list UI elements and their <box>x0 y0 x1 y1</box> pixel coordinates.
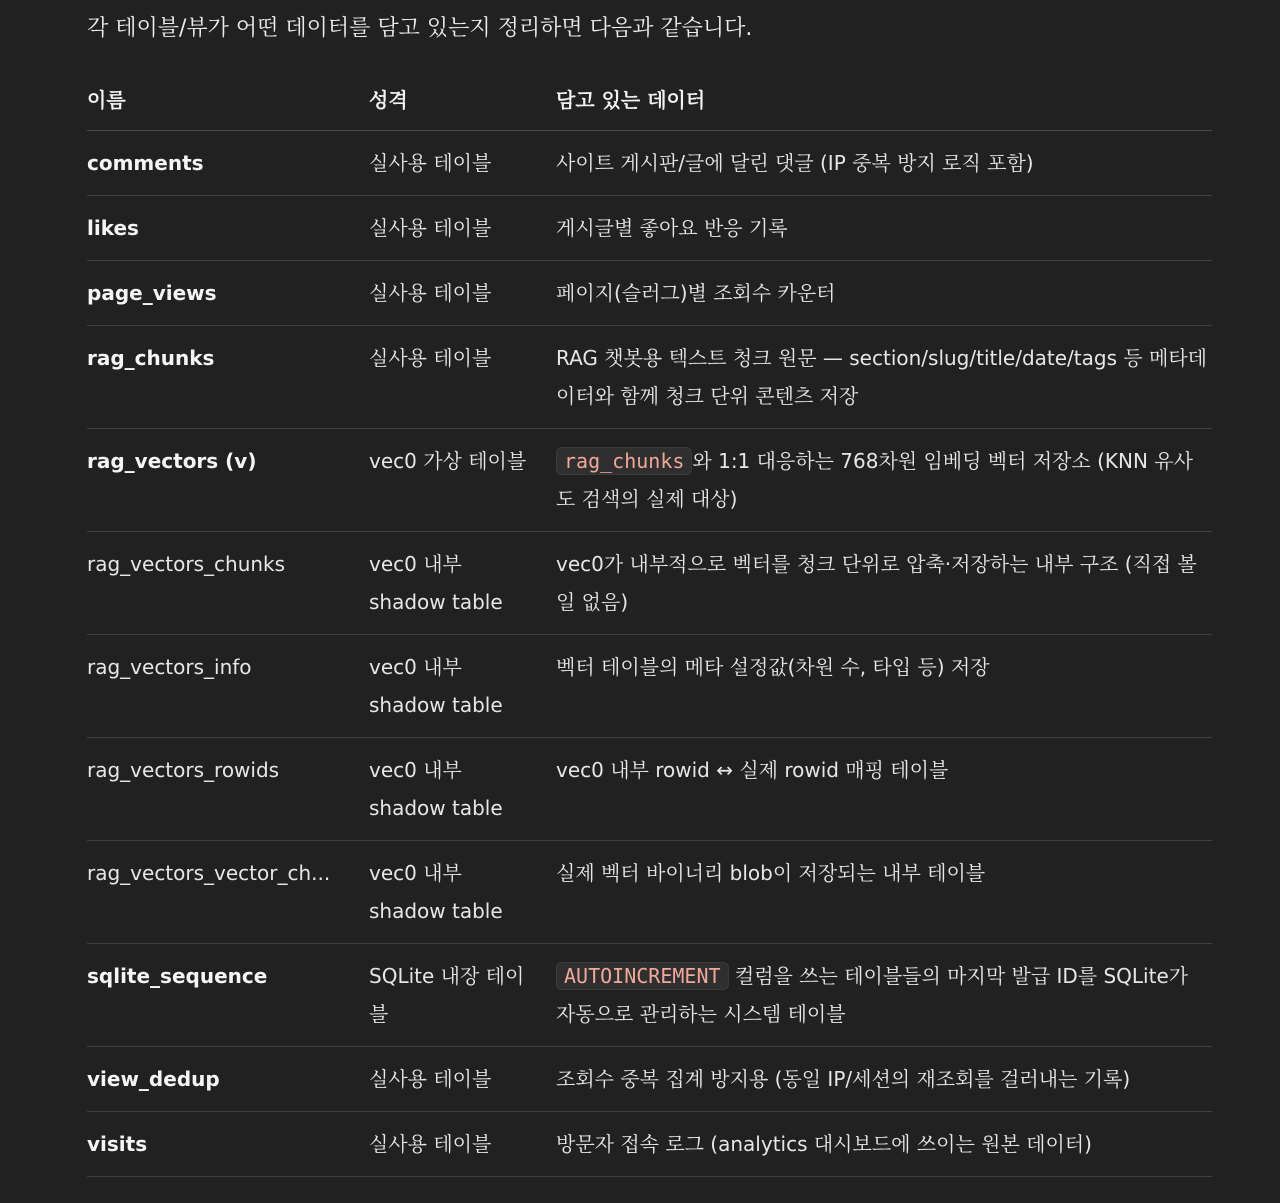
description-text: 실제 벡터 바이너리 blob이 저장되는 내부 테이블 <box>556 861 986 885</box>
description-text: 벡터 테이블의 메타 설정값(차원 수, 타입 등) 저장 <box>556 655 990 679</box>
table-description-cell <box>556 944 1212 1047</box>
table-name-cell: rag_vectors_rowids <box>87 738 369 841</box>
inline-code: rag_chunks <box>556 447 692 475</box>
table-name-cell: rag_vectors (v) <box>87 429 369 532</box>
table-row <box>87 635 1212 738</box>
table-description-cell <box>556 326 1212 429</box>
table-row <box>87 196 1212 261</box>
table-name-cell: rag_vectors_chunks <box>87 532 369 635</box>
table-name-cell: view_dedup <box>87 1047 369 1112</box>
table-name-cell: rag_chunks <box>87 326 369 429</box>
table-description-cell <box>556 429 1212 532</box>
table-name-cell: page_views <box>87 261 369 326</box>
description-text: 방문자 접속 로그 (analytics 대시보드에 쓰이는 원본 데이터) <box>556 1132 1092 1156</box>
table-kind-cell: 실사용 테이블 <box>369 131 556 196</box>
table-name-cell: sqlite_sequence <box>87 944 369 1047</box>
table-description-cell <box>556 635 1212 738</box>
table-row <box>87 532 1212 635</box>
table-kind-cell: vec0 가상 테이블 <box>369 429 556 532</box>
table-header-row <box>87 82 1212 131</box>
table-name-cell: likes <box>87 196 369 261</box>
table-kind-cell: 실사용 테이블 <box>369 1047 556 1112</box>
table-name-cell: rag_vectors_vector_ch... <box>87 841 369 944</box>
table-row <box>87 429 1212 532</box>
column-header-name: 이름 <box>87 82 369 131</box>
table-description-cell <box>556 841 1212 944</box>
table-row <box>87 738 1212 841</box>
document-content <box>87 0 1212 1177</box>
table-description-cell <box>556 131 1212 196</box>
table-row <box>87 944 1212 1047</box>
table-description-cell <box>556 196 1212 261</box>
column-header-kind: 성격 <box>369 82 556 131</box>
table-description-cell <box>556 532 1212 635</box>
table-row <box>87 326 1212 429</box>
table-kind-cell: SQLite 내장 테이블 <box>369 944 556 1047</box>
description-text: vec0 내부 rowid ↔ 실제 rowid 매핑 테이블 <box>556 758 949 782</box>
table-kind-cell: 실사용 테이블 <box>369 196 556 261</box>
description-text: 사이트 게시판/글에 달린 댓글 (IP 중복 방지 로직 포함) <box>556 151 1034 175</box>
description-text: 게시글별 좋아요 반응 기록 <box>556 216 788 240</box>
table-kind-cell: vec0 내부 shadow table <box>369 738 556 841</box>
description-text: 와 1:1 대응하는 768차원 임베딩 벡터 저장소 (KNN 유사도 검색의 실제 대상) <box>556 449 1193 511</box>
table-row <box>87 841 1212 944</box>
description-text: 페이지(슬러그)별 조회수 카운터 <box>556 281 836 305</box>
description-text: RAG 챗봇용 텍스트 청크 원문 — section/slug/title/date/tags 등 메타데이터와 함께 청크 단위 콘텐츠 저장 <box>556 346 1207 408</box>
table-kind-cell: vec0 내부 shadow table <box>369 635 556 738</box>
table-kind-cell: 실사용 테이블 <box>369 261 556 326</box>
table-kind-cell: 실사용 테이블 <box>369 1112 556 1177</box>
table-kind-cell: 실사용 테이블 <box>369 326 556 429</box>
inline-code: AUTOINCREMENT <box>556 962 729 990</box>
table-row <box>87 261 1212 326</box>
table-name-cell: visits <box>87 1112 369 1177</box>
table-name-cell: rag_vectors_info <box>87 635 369 738</box>
table-row <box>87 1112 1212 1177</box>
table-description-cell <box>556 261 1212 326</box>
table-row <box>87 131 1212 196</box>
description-text: 컬럼을 쓰는 테이블들의 마지막 발급 ID를 SQLite가 자동으로 관리하는 시스템 테이블 <box>556 964 1189 1026</box>
table-summary-table <box>87 82 1212 1177</box>
table-kind-cell: vec0 내부 shadow table <box>369 532 556 635</box>
table-body <box>87 131 1212 1177</box>
description-text: vec0가 내부적으로 벡터를 청크 단위로 압축·저장하는 내부 구조 (직접 볼 일 없음) <box>556 552 1197 614</box>
table-description-cell <box>556 1112 1212 1177</box>
description-text: 조회수 중복 집계 방지용 (동일 IP/세션의 재조회를 걸러내는 기록) <box>556 1067 1131 1091</box>
table-description-cell <box>556 1047 1212 1112</box>
column-header-data: 담고 있는 데이터 <box>556 82 1212 131</box>
table-name-cell: comments <box>87 131 369 196</box>
table-kind-cell: vec0 내부 shadow table <box>369 841 556 944</box>
intro-text: 각 테이블/뷰가 어떤 데이터를 담고 있는지 정리하면 다음과 같습니다. <box>87 16 753 41</box>
table-description-cell <box>556 738 1212 841</box>
table-row <box>87 1047 1212 1112</box>
